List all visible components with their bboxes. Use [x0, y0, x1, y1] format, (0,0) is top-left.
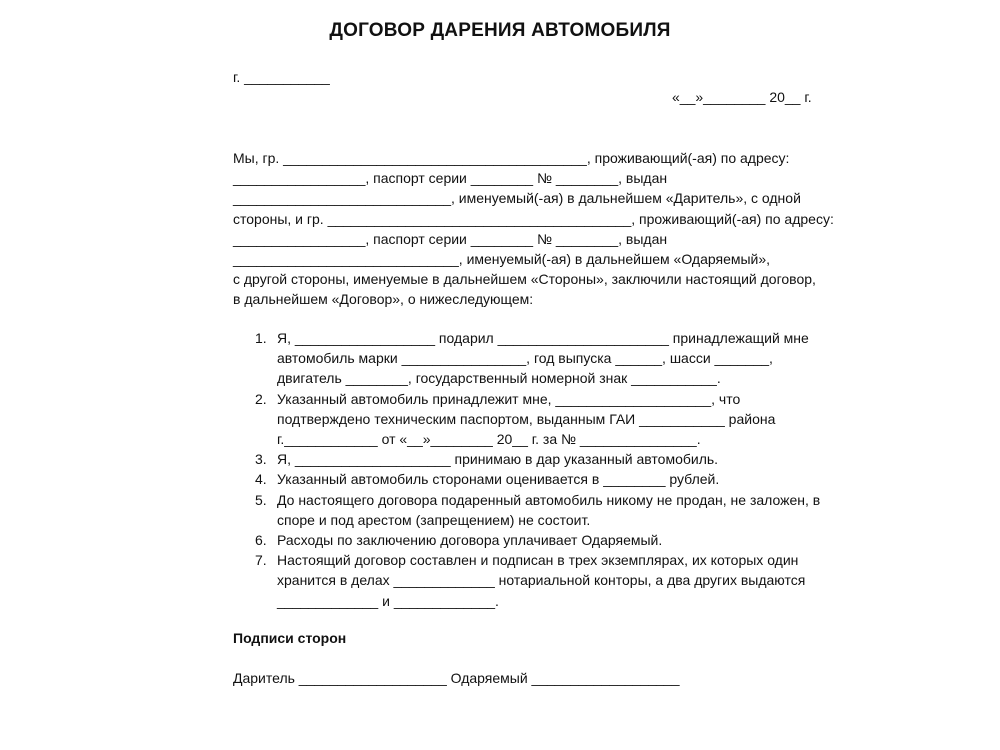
- clause-line: Указанный автомобиль сторонами оценивается в ________ рублей.: [277, 471, 720, 488]
- clause-number: 3.: [255, 451, 267, 468]
- clause-4: [233, 469, 823, 489]
- city-line: г. ___________: [233, 69, 330, 85]
- clause-line: До настоящего договора подаренный автомобиль никому не продан, не заложен, в: [277, 491, 821, 508]
- clause-5: [233, 490, 823, 530]
- intro-line: стороны, и гр. _______________________________________, проживающий(-ая) по адресу:: [233, 210, 834, 227]
- clause-line: Я, ____________________ принимаю в дар указанный автомобиль.: [277, 451, 719, 468]
- clause-line: г.____________ от «__»________ 20__ г. за № _______________.: [277, 431, 701, 448]
- clause-number: 2.: [255, 390, 267, 407]
- clause-line: Настоящий договор составлен и подписан в трех экземплярах, их которых один: [277, 552, 799, 569]
- date-line: «__»________ 20__ г.: [672, 89, 812, 105]
- clauses-list: [233, 328, 823, 611]
- clause-3: [233, 449, 823, 469]
- intro-line: _____________________________, именуемый(-ая) в дальнейшем «Одаряемый»,: [233, 251, 771, 268]
- intro-line: ____________________________, именуемый(-ая) в дальнейшем «Даритель», с одной: [233, 190, 801, 207]
- clause-number: 1.: [255, 330, 267, 346]
- intro-line: в дальнейшем «Договор», о нижеследующем:: [233, 291, 534, 308]
- intro-line: _________________, паспорт серии ________ № ________, выдан: [233, 230, 668, 247]
- intro-line: _________________, паспорт серии ________ № ________, выдан: [233, 170, 668, 187]
- clause-2: [233, 389, 823, 450]
- signature-line: Даритель ___________________ Одаряемый ___________________: [233, 670, 680, 686]
- intro-line: с другой стороны, именуемые в дальнейшем «Стороны», заключили настоящий договор,: [233, 271, 816, 288]
- clause-line: подтверждено техническим паспортом, выданным ГАИ ___________ района: [277, 410, 776, 427]
- signatures-heading: Подписи сторон: [233, 630, 347, 646]
- clause-number: 5.: [255, 491, 267, 508]
- clause-line: _____________ и _____________.: [277, 592, 499, 609]
- clause-line: споре и под арестом (запрещением) не состоит.: [277, 511, 591, 528]
- document-title: ДОГОВОР ДАРЕНИЯ АВТОМОБИЛЯ: [329, 20, 671, 41]
- clause-7: [233, 550, 823, 611]
- clause-line: двигатель ________, государственный номерной знак ___________.: [277, 370, 721, 387]
- clause-line: Расходы по заключению договора уплачивает Одаряемый.: [277, 532, 663, 549]
- clause-line: Указанный автомобиль принадлежит мне, ____________________, что: [277, 390, 741, 407]
- clause-line: автомобиль марки ________________, год выпуска ______, шасси _______,: [277, 350, 773, 367]
- clause-number: 7.: [255, 552, 267, 569]
- clause-6: [233, 530, 823, 550]
- clause-line: хранится в делах _____________ нотариальной конторы, а два других выдаются: [277, 572, 806, 589]
- clause-line: Я, __________________ подарил ______________________ принадлежащий мне: [277, 330, 809, 346]
- intro-line: Мы, гр. _______________________________________, проживающий(-ая) по адресу:: [233, 150, 790, 166]
- clause-number: 6.: [255, 532, 267, 549]
- clause-number: 4.: [255, 471, 267, 488]
- clause-1: [233, 328, 823, 389]
- intro-paragraph: [233, 148, 834, 310]
